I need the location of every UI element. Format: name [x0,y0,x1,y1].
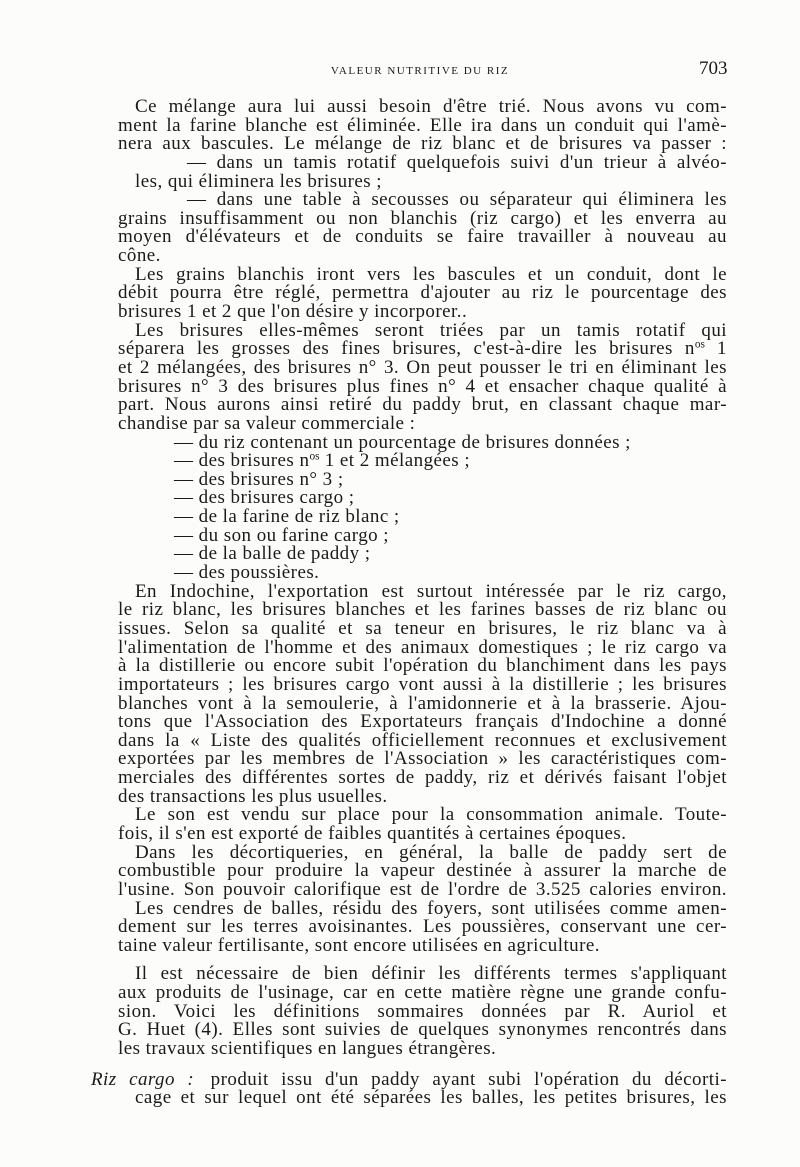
text-line: moyen d'élévateurs et de conduits se faire travailler à nouveau au [118,226,727,248]
paragraph [118,263,727,323]
text-line: dement sur les terres avoisinantes. Les poussières, conservant une cer- [118,916,727,938]
superscript: os [694,339,705,352]
text-line: merciales des différentes sortes de paddy, riz et dérivés faisant l'objet [118,767,727,789]
text-line: chandise par sa valeur commerciale : [118,412,416,434]
paragraph [118,98,727,154]
body-text [91,96,727,1109]
list-item: — des poussières. [174,562,320,584]
text-line: — dans une table à secousses ou séparateur qui éliminera les [187,189,727,211]
text-line: l'alimentation de l'homme et des animaux domestiques ; le riz cargo va [118,636,727,658]
text-line: — dans un tamis rotatif quelquefois suivi d'un trieur à alvéo- [187,151,727,173]
paragraph [118,319,727,434]
text-segment: 1 [704,338,727,360]
text-line: Les grains blanchis iront vers les bascules et un conduit, dont le [135,263,727,285]
text-line: nera aux bascules. Le mélange de riz blanc et de brisures va passer : [118,133,727,155]
text-line: importateurs ; les brisures cargo vont aussi à la distillerie ; les brisures [118,673,727,695]
text-line: les, qui éliminera les brisures ; [135,170,383,192]
paragraph [118,806,727,843]
text-line: Ce mélange aura lui aussi besoin d'être trié. Nous avons vu com- [135,96,727,117]
dash-item [118,191,727,266]
list-item: — de la farine de riz blanc ; [174,506,400,528]
paragraph [118,841,727,900]
text-line: sion. Voici les définitions sommaires données par R. Auriol et [118,1000,727,1022]
dash-list [118,431,727,584]
text-line: aux produits de l'usinage, car en cette matière règne une grande confu- [118,982,727,1004]
text-line: débit pourra être réglé, permettra d'ajouter au riz le pourcentage des [118,282,727,304]
text-line: G. Huet (4). Elles sont suivies de quelques synonymes rencontrés dans [118,1019,727,1041]
text-line: part. Nous aurons ainsi retiré du paddy brut, en classant chaque mar- [118,394,727,416]
text-line: fois, il s'en est exporté de faibles quantités à certaines époques. [118,822,627,844]
text-line: grains insuffisamment ou non blanchis (riz cargo) et les enverra au [118,207,727,229]
text-segment: — des brisures n [174,450,310,472]
list-item: — de la balle de paddy ; [174,543,371,565]
text-line: Le son est vendu sur place pour la consommation animale. Toute- [135,804,727,826]
paragraph [118,965,727,1058]
text-line: l'usine. Son pouvoir calorifique est de l'ordre de 3.525 calories environ. [118,878,727,900]
dash-item [118,151,727,192]
text-line: brisures n° 3 des brisures plus fines n° 4 et ensacher chaque qualité à [118,375,727,397]
text-line: le riz blanc, les brisures blanches et les farines basses de riz blanc ou [118,599,727,621]
text-line: Dans les décortiqueries, en général, la balle de paddy sert de [135,841,727,863]
running-head: VALEUR NUTRITIVE DU RIZ [330,65,510,77]
definition-entry [91,1068,727,1109]
text-segment: séparera les grosses des fines brisures, c'est-à-dire les brisures n [118,338,695,360]
text-line: combustible pour produire la vapeur destinée à assurer la marche de [118,860,727,882]
text-line: Il est nécessaire de bien définir les différents termes s'appliquant [135,963,727,985]
paragraph [118,580,727,807]
term-label: Riz cargo : [91,1068,195,1090]
list-item: — des brisures n° 3 ; [174,468,344,490]
superscript: os [309,450,320,463]
text-line: les travaux scientifiques en langues étrangères. [118,1038,497,1060]
text-line: issues. Selon sa qualité et sa teneur en brisures, le riz blanc va à [118,617,727,639]
text-line: blanches vont à la semoulerie, à l'amidonnerie et à la brasserie. Ajou- [118,692,727,714]
paragraph [118,897,727,956]
list-item: — du riz contenant un pourcentage de brisures données ; [174,431,631,453]
text-line: En Indochine, l'exportation est surtout intéressée par le riz cargo, [135,580,727,602]
text-line: des transactions les plus usuelles. [118,785,388,807]
page-number: 703 [699,58,728,79]
text-line: brisures 1 et 2 que l'on désire y incorporer.. [118,301,468,323]
text-line: dans la « Liste des qualités officiellement reconnues et exclusivement [118,729,727,751]
list-item: — des brisures cargo ; [174,487,355,509]
text-line: exportées par les membres de l'Association » les caractéristiques com- [118,748,727,770]
text-line: à la distillerie ou encore subit l'opération du blanchiment dans les pays [118,655,727,677]
text-line: cône. [118,245,161,267]
text-line: et 2 mélangées, des brisures n° 3. On peut pousser le tri en éliminant les [118,356,727,378]
text-line: tons que l'Association des Exportateurs français d'Indochine a donné [118,711,727,733]
text-line: taine valeur fertilisante, sont encore utilisées en agriculture. [118,934,600,956]
definition-text: produit issu d'un paddy ayant subi l'opération du décorti- [210,1068,727,1090]
text-line: ment la farine blanche est éliminée. Elle ira dans un conduit qui l'amè- [118,114,727,136]
text-line: cage et sur lequel ont été séparées les balles, les petites brisures, les [135,1087,727,1109]
text-segment: 1 et 2 mélangées ; [319,450,471,472]
list-item: — du son ou farine cargo ; [174,524,390,546]
text-line: Les cendres de balles, résidu des foyers, sont utilisées comme amen- [135,897,727,919]
text-line: Les brisures elles-mêmes seront triées par un tamis rotatif qui [135,319,727,341]
